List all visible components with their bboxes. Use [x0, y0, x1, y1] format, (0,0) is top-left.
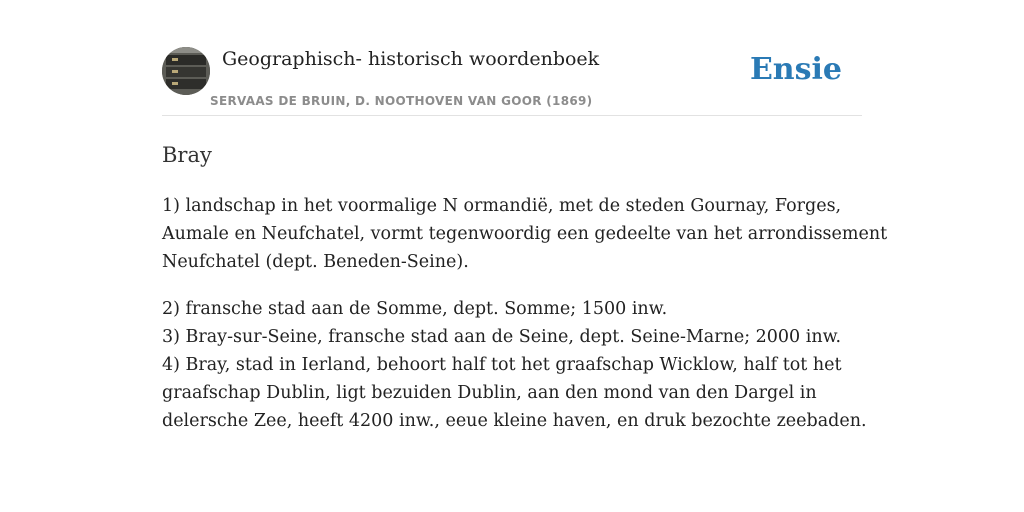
- definition-line: 2) fransche stad aan de Somme, dept. Somme; 1500 inw.: [162, 299, 668, 319]
- book-cover-image: [162, 47, 210, 95]
- book-title[interactable]: Geographisch- historisch woordenboek: [222, 48, 600, 70]
- definition-line: 3) Bray-sur-Seine, fransche stad aan de Seine, dept. Seine-Marne; 2000 inw.: [162, 327, 842, 347]
- book-authors: SERVAAS DE BRUIN, D. NOOTHOVEN VAN GOOR (1869): [210, 94, 593, 108]
- definition-line: 4) Bray, stad in Ierland, behoort half tot het graafschap Wicklow, half tot het: [162, 355, 842, 375]
- ensie-logo-link[interactable]: Ensie: [749, 52, 842, 87]
- definition-line: Aumale en Neufchatel, vormt tegenwoordig een gedeelte van het arrondissement: [162, 224, 888, 244]
- book-cover-avatar[interactable]: [162, 47, 210, 95]
- definition-line: Neufchatel (dept. Beneden-Seine).: [162, 252, 469, 272]
- definition-paragraph: [162, 295, 867, 435]
- entry-headword: Bray: [162, 143, 212, 167]
- definition-line: graafschap Dublin, ligt bezuiden Dublin, aan den mond van den Dargel in: [162, 383, 817, 403]
- definition-line: 1) landschap in het voormalige N ormandië, met de steden Gournay, Forges,: [162, 196, 842, 216]
- header: [162, 45, 862, 116]
- definition-line: delersche Zee, heeft 4200 inw., eeue kleine haven, en druk bezochte zeebaden.: [162, 411, 867, 431]
- entry-definition: [162, 192, 888, 454]
- definition-paragraph: [162, 192, 888, 276]
